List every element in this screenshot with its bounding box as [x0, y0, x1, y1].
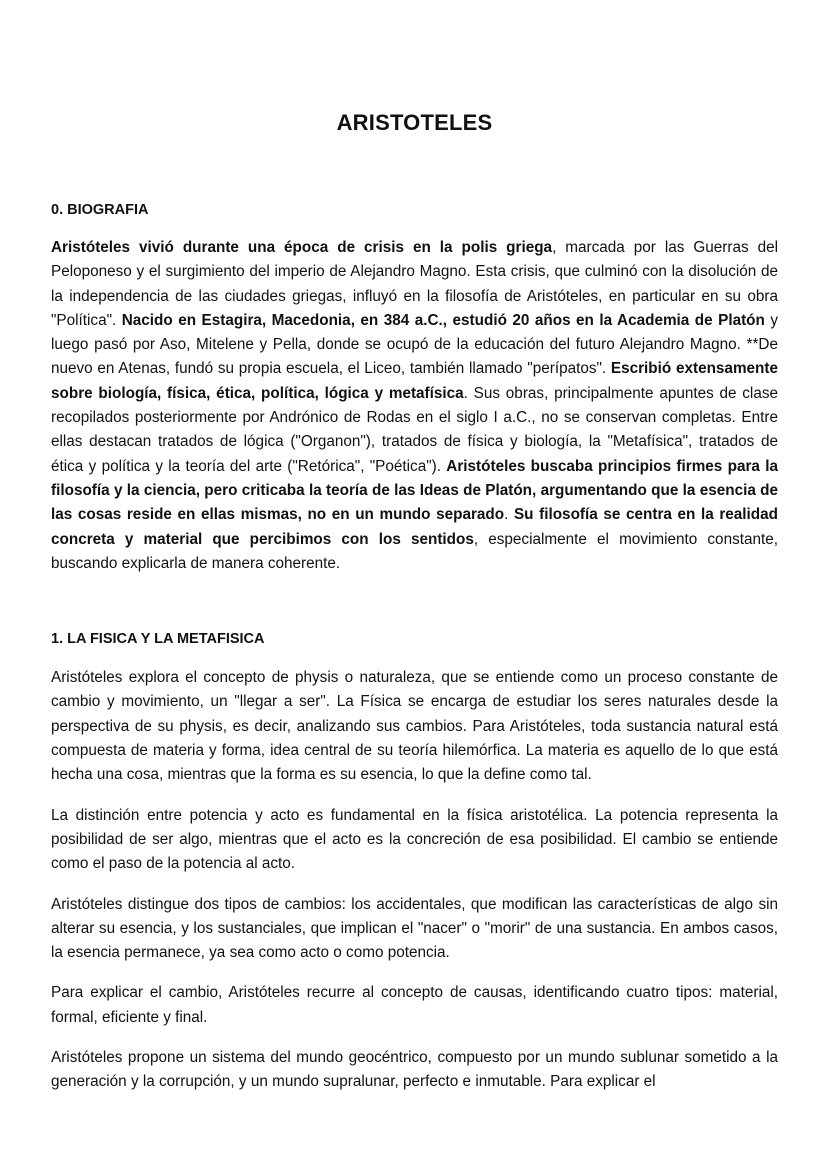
body-paragraph: Para explicar el cambio, Aristóteles recurre al concepto de causas, identificando cuatro tipos: material, formal, eficiente y final.	[51, 984, 778, 1026]
biografia-paragraph	[51, 236, 778, 576]
bold-text-run: Aristóteles vivió durante una época de crisis en la polis griega	[51, 239, 553, 256]
text-run: .	[504, 506, 514, 524]
body-paragraph: Aristóteles distingue dos tipos de cambios: los accidentales, que modifican las características de algo sin alterar su esencia, y los sustanciales, que implican el "nacer" o "morir" de una sustancia. En ambos casos, la esencia permanece, ya sea como acto o como potencia.	[51, 895, 778, 962]
section-heading-biografia: 0. BIOGRAFIA	[51, 202, 149, 218]
text-run: , marcada por las Guerras del Peloponeso y el surgimiento del imperio de Alejandro Magno. Esta crisis, que culminó con la disolución de la independencia de las ciudades griegas, influyó en la filosofía de Aristóteles, en particular en su obra "Política".	[51, 239, 778, 329]
body-paragraph: Aristóteles propone un sistema del mundo geocéntrico, compuesto por un mundo sublunar sometido a la generación y la corrupción, y un mundo supralunar, perfecto e inmutable. Para explicar el	[51, 1049, 778, 1091]
bold-text-run: Nacido en Estagira, Macedonia, en 384 a.C., estudió 20 años en la Academia de Platón	[121, 311, 765, 329]
text-run: y luego pasó por Aso, Mitelene y Pella, donde se ocupó de la educación del futuro Alejandro Magno. **De nuevo en Atenas, fundó su propia escuela, el Liceo, también llamado "perípatos".	[51, 311, 778, 378]
body-paragraph: La distinción entre potencia y acto es fundamental en la física aristotélica. La potencia representa la posibilidad de ser algo, mientras que el acto es la concreción de esa posibilidad. El cambio se entiende como el paso de la potencia al acto.	[51, 806, 778, 873]
bold-text-run: Escribió extensamente sobre biología, física, ética, política, lógica y metafísica	[51, 360, 778, 402]
document-title: ARISTOTELES	[336, 110, 493, 135]
text-run: . Sus obras, principalmente apuntes de clase recopilados posteriormente por Andrónico de Rodas en el siglo I a.C., no se conservan completas. Entre ellas destacan tratados de lógica ("Organon"), tratados de física y biología, la "Metafísica", tratados de ética y política y la teoría del arte ("Retórica", "Poética").	[51, 384, 778, 475]
bold-text-run: Su filosofía se centra en la realidad concreta y material que percibimos con los sentidos	[51, 506, 779, 548]
bold-text-run: Aristóteles buscaba principios firmes para la filosofía y la ciencia, pero criticaba la teoría de las Ideas de Platón, argumentando que la esencia de las cosas reside en ellas mismas, no en un mundo separado	[51, 457, 778, 524]
body-paragraph: Aristóteles explora el concepto de physis o naturaleza, que se entiende como un proceso constante de cambio y movimiento, un "llegar a ser". La Física se encarga de estudiar los seres naturales desde la perspectiva de su physis, es decir, analizando sus cambios. Para Aristóteles, toda sustancia natural está compuesta de materia y forma, idea central de su teoría hilemórfica. La materia es aquello de lo que está hecha una cosa, mientras que la forma es su esencia, lo que la define como tal.	[51, 669, 778, 784]
text-run: , especialmente el movimiento constante, buscando explicarla de manera coherente.	[51, 530, 778, 572]
section-heading-fisica-metafisica: 1. LA FISICA Y LA METAFISICA	[51, 631, 265, 648]
